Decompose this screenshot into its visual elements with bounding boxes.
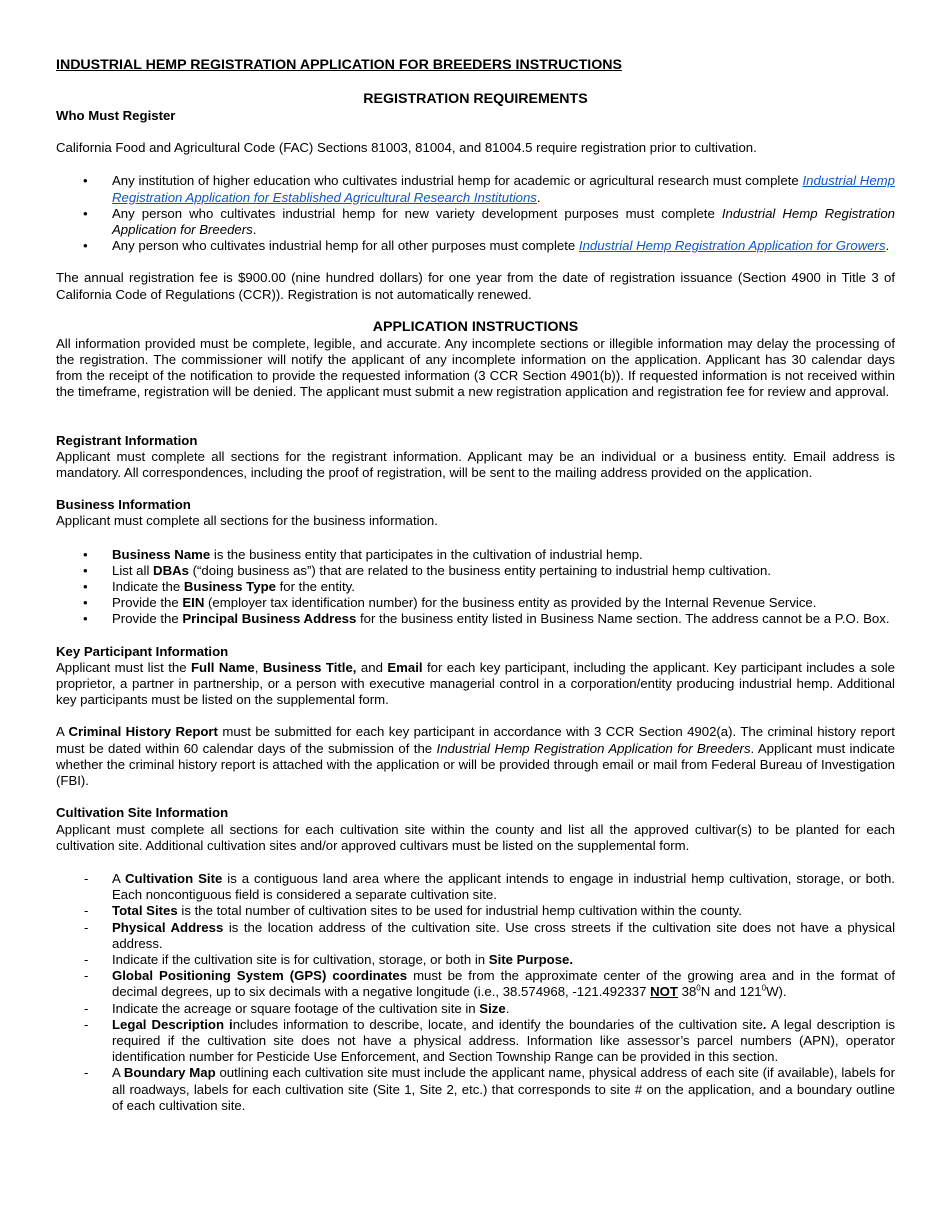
cultivation-site-intro: Applicant must complete all sections for each cultivation site within the county and list all the approved cultivar(s) to be planted for each cultivation site. Additional cultivation sites and/or approved cultivars must be listed on the supplemental form. xyxy=(56,821,895,853)
registrant-information-heading: Registrant Information xyxy=(56,432,198,448)
criminal-history-paragraph: A Criminal History Report must be submitted for each key participant in accordance with 3 CCR Section 4902(a). The criminal history report must be dated within 60 calendar days of the submission of the Industrial Hemp Registration Application for Breeders. Applicant must indicate whether the criminal history report is attached with the application or will be provided through email or mail from Federal Bureau of Investigation (FBI). xyxy=(56,724,895,789)
business-information-list xyxy=(56,547,895,628)
key-participant-heading: Key Participant Information xyxy=(56,643,229,659)
list-item: • Provide the Principal Business Address for the business entity listed in Business Name section. The address cannot be a P.O. Box. xyxy=(56,611,895,627)
fac-paragraph: California Food and Agricultural Code (FAC) Sections 81003, 81004, and 81004.5 require registration prior to cultivation. xyxy=(56,140,757,156)
application-instructions-heading: APPLICATION INSTRUCTIONS xyxy=(372,318,579,335)
list-item: • Any person who cultivates industrial hemp for new variety development purposes must complete Industrial Hemp Registration Application for Breeders. xyxy=(56,206,895,238)
who-must-register-heading: Who Must Register xyxy=(56,108,176,123)
list-item: - Indicate the acreage or square footage of the cultivation site in Size. xyxy=(56,1001,895,1017)
list-item: • Any institution of higher education who cultivates industrial hemp for academic or agricultural research must complete Industrial Hemp Registration Application for Established Agricultural Research Institutions. xyxy=(56,173,895,205)
document-title: INDUSTRIAL HEMP REGISTRATION APPLICATION FOR BREEDERS INSTRUCTIONS xyxy=(56,57,622,73)
business-information-intro: Applicant must complete all sections for the business information. xyxy=(56,513,438,529)
fee-paragraph: The annual registration fee is $900.00 (nine hundred dollars) for one year from the date of registration issuance (Section 4900 in Title 3 of California Code of Regulations (CCR)). Registration is not automatically renewed. xyxy=(56,270,895,302)
list-item: • Indicate the Business Type for the entity. xyxy=(56,579,895,595)
list-item: - Global Positioning System (GPS) coordinates must be from the approximate center of the growing area and in the format of decimal degrees, up to six decimals with a negative longitude (i.e., 38.574968, -121.492337 NOT $38^0N$ and $121^0W$). xyxy=(56,968,895,1000)
list-item: • Provide the EIN (employer tax identification number) for the business entity as provided by the Internal Revenue Service. xyxy=(56,595,895,611)
cultivation-site-heading: Cultivation Site Information xyxy=(56,805,229,821)
document-page xyxy=(56,57,895,1114)
list-item: - Physical Address is the location address of the cultivation site. Use cross streets if the cultivation site does not have a physical address. xyxy=(56,920,895,952)
business-information-heading: Business Information xyxy=(56,497,191,513)
research-institutions-link[interactable]: Industrial Hemp Registration Application for Established Agricultural Research Institutions xyxy=(112,173,895,205)
list-item: - A Boundary Map outlining each cultivation site must include the applicant name, physical address of each site (if available), labels for all roadways, labels for each cultivation site (Site 1, Site 2, etc.) that corresponds to site # on the application, and a boundary outline of each cultivation site. xyxy=(56,1065,895,1114)
who-must-register-list xyxy=(56,173,895,254)
list-item: • Business Name is the business entity that participates in the cultivation of industrial hemp. xyxy=(56,547,895,563)
list-item: - A Cultivation Site is a contiguous land area where the applicant intends to engage in industrial hemp cultivation, storage, or both. Each noncontiguous field is considered a separate cultivation site. xyxy=(56,871,895,903)
list-item: - Total Sites is the total number of cultivation sites to be used for industrial hemp cultivation within the county. xyxy=(56,903,895,919)
list-item: - Indicate if the cultivation site is for cultivation, storage, or both in Site Purpose. xyxy=(56,952,895,968)
list-item: - Legal Description includes information to describe, locate, and identify the boundaries of the cultivation site. A legal description is required if the cultivation site does not have a physical address. Information like assessor’s parcel numbers (APN), operator identification number for Pesticide Use Enforcement, and Section Township Range can be provided in this section. xyxy=(56,1017,895,1066)
list-item: • Any person who cultivates industrial hemp for all other purposes must complete Industrial Hemp Registration Application for Growers. xyxy=(56,238,895,254)
application-instructions-text: All information provided must be complete, legible, and accurate. Any incomplete sections or illegible information may delay the processing of the registration. The commissioner will notify the applicant of any incomplete information on the application. Applicant has 30 calendar days from the receipt of the notification to provide the requested information (3 CCR Section 4901(b)). If requested information is not received within the timeframe, registration will be denied. The applicant must submit a new registration application and registration fee for review and approval. xyxy=(56,335,895,400)
registration-requirements-heading: REGISTRATION REQUIREMENTS xyxy=(363,91,588,107)
list-item: • List all DBAs (“doing business as”) that are related to the business entity pertaining to industrial hemp cultivation. xyxy=(56,563,895,579)
growers-link[interactable]: Industrial Hemp Registration Application for Growers xyxy=(578,238,886,254)
key-participant-text: Applicant must list the Full Name, Business Title, and Email for each key participant, including the applicant. Key participant includes a sole proprietor, a partner in partnership, or a person with executive managerial control in a corporation/entity producing industrial hemp. Additional key participants must be listed on the supplemental form. xyxy=(56,659,895,708)
registrant-information-text: Applicant must complete all sections for the registrant information. Applicant may be an individual or a business entity. Email address is mandatory. All correspondences, including the proof of registration, will be sent to the mailing address provided on the application. xyxy=(56,448,895,481)
cultivation-site-list xyxy=(56,871,895,1114)
